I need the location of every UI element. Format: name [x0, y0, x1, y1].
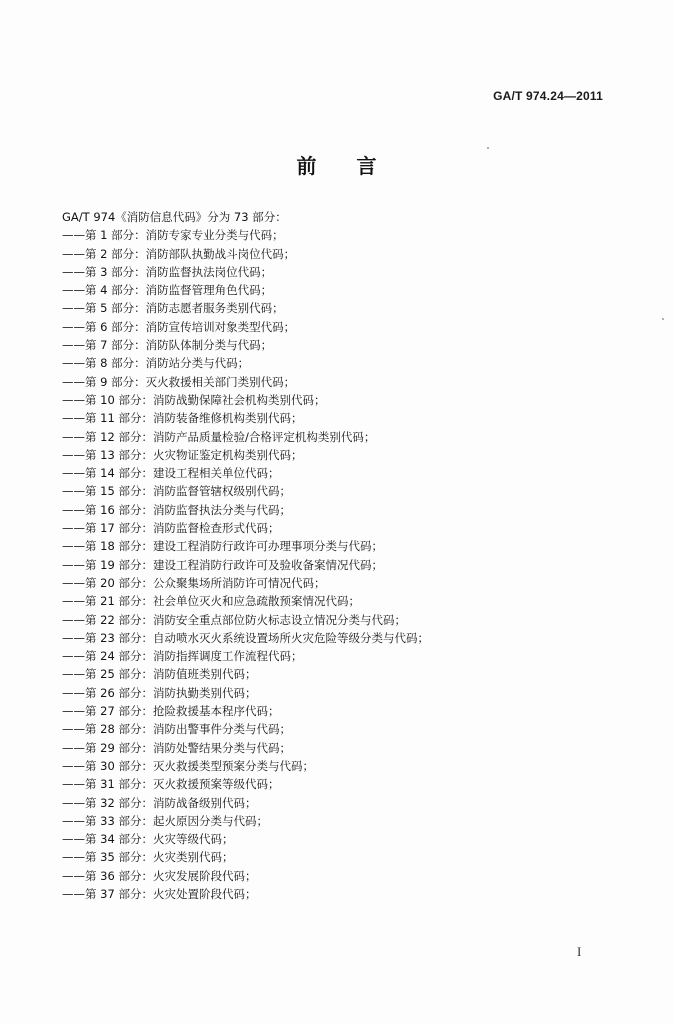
document-code: GA/T 974.24—2011: [493, 89, 603, 103]
list-item: ——第 8 部分：消防站分类与代码；: [62, 356, 250, 371]
scan-speck: [662, 318, 664, 320]
list-item: ——第 1 部分：消防专家专业分类与代码；: [62, 228, 284, 243]
list-item: ——第 2 部分：消防部队执勤战斗岗位代码；: [62, 246, 296, 261]
list-item: ——第 30 部分：灭火救援类型预案分类与代码；: [62, 758, 314, 773]
list-item: ——第 6 部分：消防宣传培训对象类型代码；: [62, 319, 296, 334]
list-item: ——第 28 部分：消防出警事件分类与代码；: [62, 722, 291, 737]
list-item: ——第 24 部分：消防指挥调度工作流程代码；: [62, 649, 303, 664]
page-number: I: [577, 944, 582, 959]
list-item: ——第 26 部分：消防执勤类别代码；: [62, 685, 257, 700]
list-item: ——第 35 部分：火灾类别代码；: [62, 850, 234, 865]
list-item: ——第 33 部分：起火原因分类与代码；: [62, 813, 268, 828]
list-item: ——第 12 部分：消防产品质量检验/合格评定机构类别代码；: [62, 429, 376, 444]
parts-list: [62, 226, 622, 903]
list-item: ——第 25 部分：消防值班类别代码；: [62, 667, 257, 682]
list-item: ——第 3 部分：消防监督执法岗位代码；: [62, 264, 273, 279]
list-item: ——第 17 部分：消防监督检查形式代码；: [62, 521, 280, 536]
list-item: ——第 18 部分：建设工程消防行政许可办理事项分类与代码；: [62, 539, 383, 554]
list-item: ——第 29 部分：消防处警结果分类与代码；: [62, 740, 291, 755]
document-body: [62, 208, 622, 903]
list-item: ——第 5 部分：消防志愿者服务类别代码；: [62, 301, 284, 316]
list-item: ——第 14 部分：建设工程相关单位代码；: [62, 466, 280, 481]
list-item: ——第 21 部分：社会单位灭火和应急疏散预案情况代码；: [62, 594, 360, 609]
list-item: ——第 9 部分：灭火救援相关部门类别代码；: [62, 374, 296, 389]
list-item: ——第 4 部分：消防监督管理角色代码；: [62, 283, 273, 298]
list-item: ——第 32 部分：消防战备级别代码；: [62, 795, 257, 810]
list-item: ——第 15 部分：消防监督管辖权级别代码；: [62, 484, 291, 499]
list-item: ——第 10 部分：消防战勤保障社会机构类别代码；: [62, 392, 326, 407]
list-item: ——第 23 部分：自动喷水灭火系统设置场所火灾危险等级分类与代码；: [62, 630, 429, 645]
list-item: ——第 16 部分：消防监督执法分类与代码；: [62, 502, 291, 517]
list-item: ——第 7 部分：消防队体制分类与代码；: [62, 338, 273, 353]
list-item: ——第 13 部分：火灾物证鉴定机构类别代码；: [62, 447, 303, 462]
list-item: ——第 11 部分：消防装备维修机构类别代码；: [62, 411, 303, 426]
list-item: ——第 19 部分：建设工程消防行政许可及验收备案情况代码；: [62, 557, 383, 572]
list-item: ——第 27 部分：抢险救援基本程序代码；: [62, 704, 280, 719]
list-item: ——第 36 部分：火灾发展阶段代码；: [62, 868, 257, 883]
list-item: ——第 34 部分：火灾等级代码；: [62, 832, 234, 847]
intro-paragraph: GA/T 974《消防信息代码》分为 73 部分：: [62, 210, 287, 224]
list-item: ——第 31 部分：灭火救援预案等级代码；: [62, 777, 280, 792]
scan-speck: [487, 147, 489, 149]
list-item: ——第 37 部分：火灾处置阶段代码；: [62, 886, 257, 901]
list-item: ——第 20 部分：公众聚集场所消防许可情况代码；: [62, 575, 326, 590]
list-item: ——第 22 部分：消防安全重点部位防火标志设立情况分类与代码；: [62, 612, 406, 627]
page-title: 前言: [296, 154, 417, 178]
